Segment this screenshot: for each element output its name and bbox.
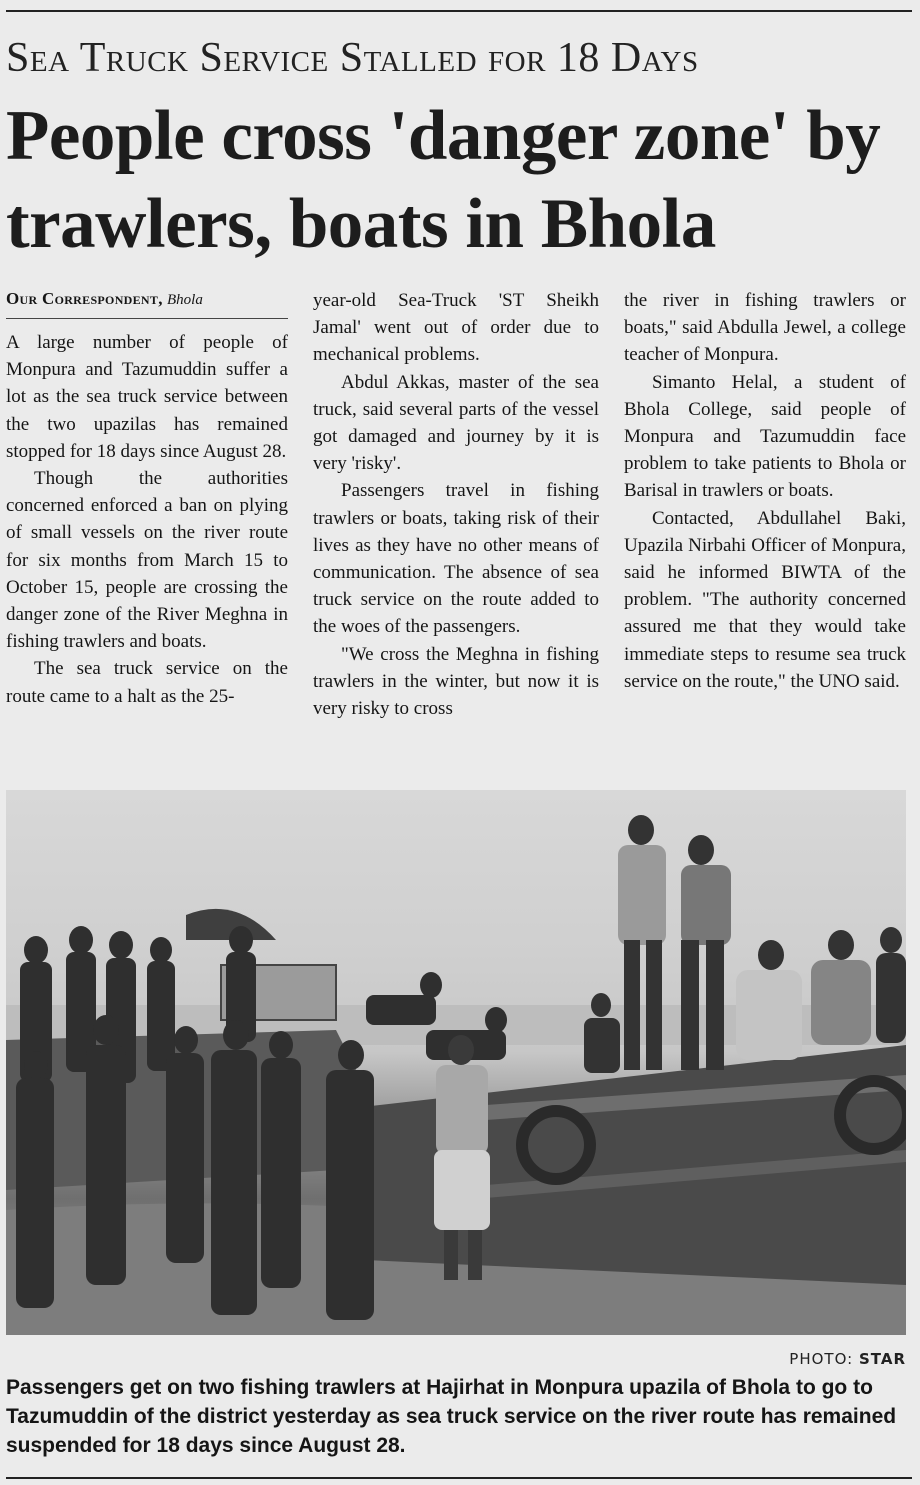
paragraph: Abdul Akkas, master of the sea truck, said several parts of the vessel got damaged and journey by it is very 'risky'.	[313, 371, 599, 475]
photo-credit	[789, 1350, 906, 1368]
photo-caption: Passengers get on two fishing trawlers at Hajirhat in Monpura upazila of Bhola to go to Tazumuddin of the district yesterday as sea truck service on the river route has remained suspended for 18 days since August 28.	[6, 1376, 897, 1457]
paragraph: year-old Sea-Truck 'ST Sheikh Jamal' went out of order due to mechanical problems.	[313, 290, 599, 366]
paragraph: Contacted, Abdullahel Baki, Upazila Nirbahi Officer of Monpura, said he informed BIWTA of the problem. "The authority concerned assured me that they would take immediate steps to resume sea truck service on the route," the UNO said.	[624, 507, 906, 692]
byline	[6, 287, 288, 312]
bottom-rule	[6, 1477, 912, 1479]
paragraph: A large number of people of Monpura and Tazumuddin suffer a lot as the sea truck service between the two upazilas has remained stopped for 18 days since August 28.	[6, 332, 288, 462]
column-2	[313, 287, 599, 722]
paragraph: the river in fishing trawlers or boats," said Abdulla Jewel, a college teacher of Monpura.	[624, 290, 906, 366]
paragraph: Though the authorities concerned enforced a ban on plying of small vessels on the river route for six months from March 15 to October 15, people are crossing the danger zone of the River Meghna in fishing trawlers and boats.	[6, 468, 288, 653]
column-3	[624, 287, 906, 722]
column-1	[6, 287, 288, 722]
paragraph: The sea truck service on the route came to a halt as the 25-	[6, 658, 288, 707]
byline-rule	[6, 318, 288, 319]
headline: People cross 'danger zone' by trawlers, boats in Bhola	[6, 97, 881, 263]
paragraph: "We cross the Meghna in fishing trawlers in the winter, but now it is very risky to cross	[313, 643, 599, 720]
photo-credit-label: PHOTO:	[789, 1350, 854, 1368]
news-photo	[6, 790, 906, 1335]
byline-place: Bhola	[167, 292, 203, 308]
photo-illustration	[6, 790, 906, 1335]
byline-author: Our Correspondent,	[6, 289, 163, 308]
photo-credit-source: STAR	[858, 1350, 906, 1368]
kicker: Sea Truck Service Stalled for 18 Days	[6, 35, 699, 81]
paragraph: Passengers travel in fishing trawlers or boats, taking risk of their lives as they have no other means of communication. The absence of sea truck service on the route added to the woes of the passengers.	[313, 480, 599, 638]
article-body	[6, 287, 906, 722]
paragraph: Simanto Helal, a student of Bhola College, said people of Monpura and Tazumuddin face problem to take patients to Bhola or Barisal in trawlers or boats.	[624, 371, 906, 502]
top-rule	[6, 10, 912, 12]
